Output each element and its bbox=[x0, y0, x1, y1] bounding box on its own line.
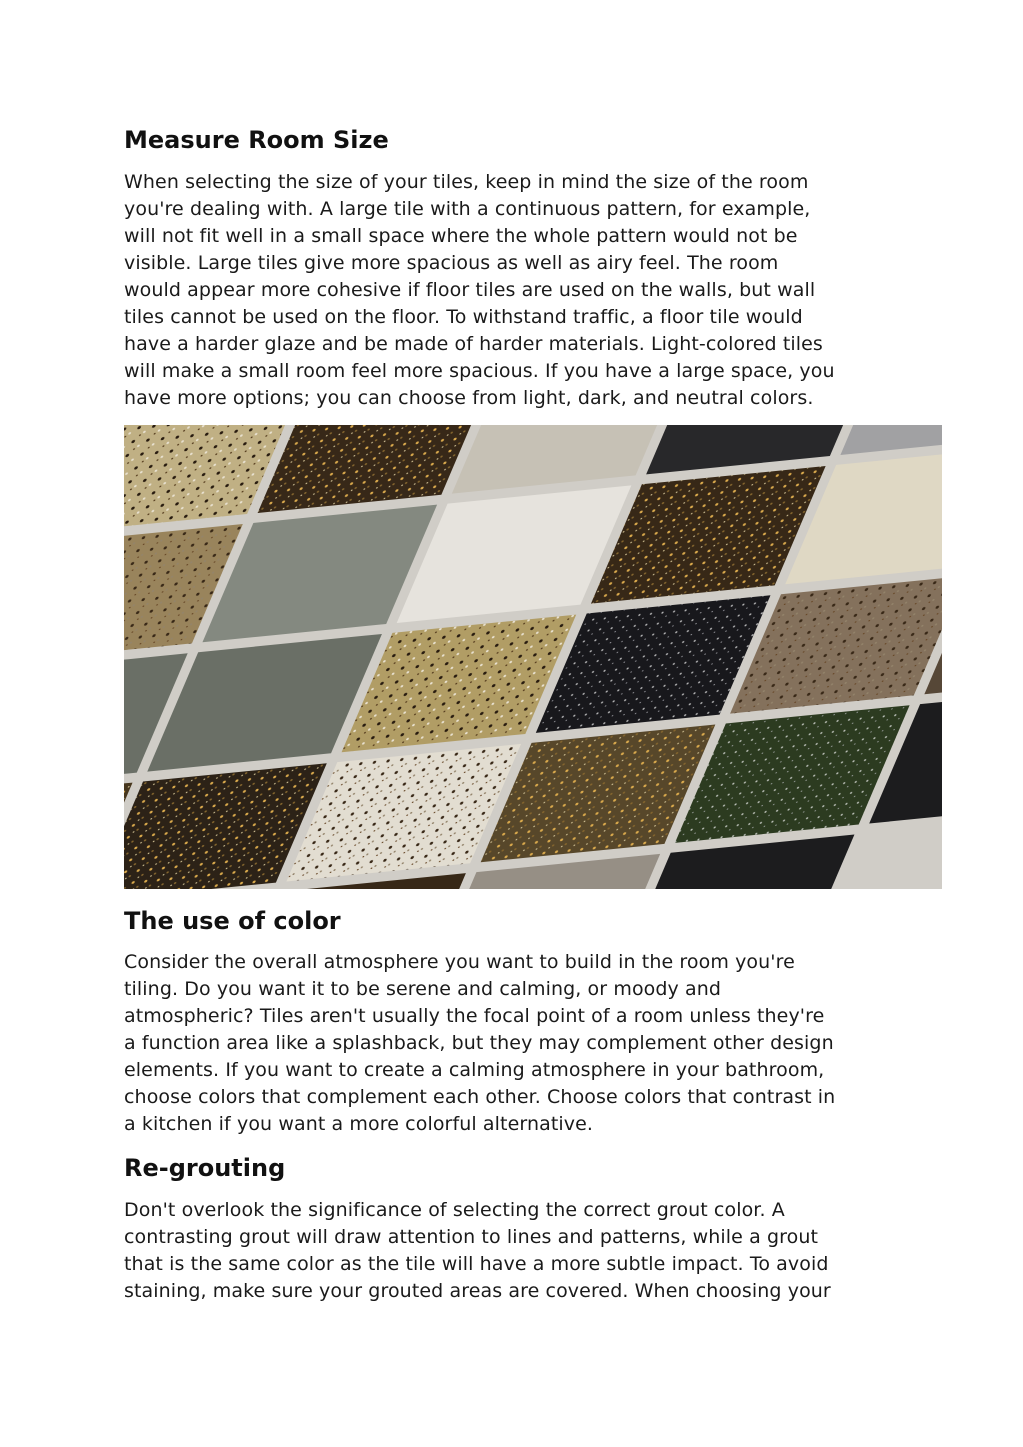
paragraph-line: would appear more cohesive if floor tiles are used on the walls, but wall bbox=[124, 279, 816, 301]
paragraph-line: have more options; you can choose from light, dark, and neutral colors. bbox=[124, 387, 814, 409]
tile-grid bbox=[124, 425, 942, 889]
paragraph-line: staining, make sure your grouted areas are covered. When choosing your bbox=[124, 1280, 831, 1302]
paragraph-line: tiles cannot be used on the floor. To withstand traffic, a floor tile would bbox=[124, 306, 803, 328]
paragraph-line: choose colors that complement each other. Choose colors that contrast in bbox=[124, 1086, 836, 1108]
paragraph-measure-room-size bbox=[124, 169, 835, 412]
paragraph-line: Consider the overall atmosphere you want to build in the room you're bbox=[124, 951, 795, 973]
section-heading-measure-room-size: Measure Room Size bbox=[124, 126, 389, 154]
paragraph-line: elements. If you want to create a calming atmosphere in your bathroom, bbox=[124, 1059, 825, 1081]
paragraph-line: a function area like a splashback, but they may complement other design bbox=[124, 1032, 834, 1054]
paragraph-line: tiling. Do you want it to be serene and calming, or moody and bbox=[124, 978, 722, 1000]
paragraph-line: have a harder glaze and be made of harder materials. Light-colored tiles bbox=[124, 333, 823, 355]
paragraph-line: visible. Large tiles give more spacious as well as airy feel. The room bbox=[124, 252, 779, 274]
paragraph-use-of-color bbox=[124, 949, 835, 1138]
paragraph-line: you're dealing with. A large tile with a continuous pattern, for example, bbox=[124, 198, 811, 220]
paragraph-line: When selecting the size of your tiles, keep in mind the size of the room bbox=[124, 171, 809, 193]
tile-samples-photo bbox=[124, 425, 942, 889]
section-heading-re-grouting: Re-grouting bbox=[124, 1154, 286, 1182]
paragraph-line: that is the same color as the tile will have a more subtle impact. To avoid bbox=[124, 1253, 829, 1275]
paragraph-line: will not fit well in a small space where the whole pattern would not be bbox=[124, 225, 798, 247]
paragraph-line: contrasting grout will draw attention to lines and patterns, while a grout bbox=[124, 1226, 819, 1248]
paragraph-line: Don't overlook the significance of selecting the correct grout color. A bbox=[124, 1199, 785, 1221]
section-heading-use-of-color: The use of color bbox=[124, 907, 341, 935]
paragraph-re-grouting bbox=[124, 1197, 831, 1305]
paragraph-line: atmospheric? Tiles aren't usually the focal point of a room unless they're bbox=[124, 1005, 825, 1027]
paragraph-line: will make a small room feel more spacious. If you have a large space, you bbox=[124, 360, 835, 382]
paragraph-line: a kitchen if you want a more colorful alternative. bbox=[124, 1113, 594, 1135]
